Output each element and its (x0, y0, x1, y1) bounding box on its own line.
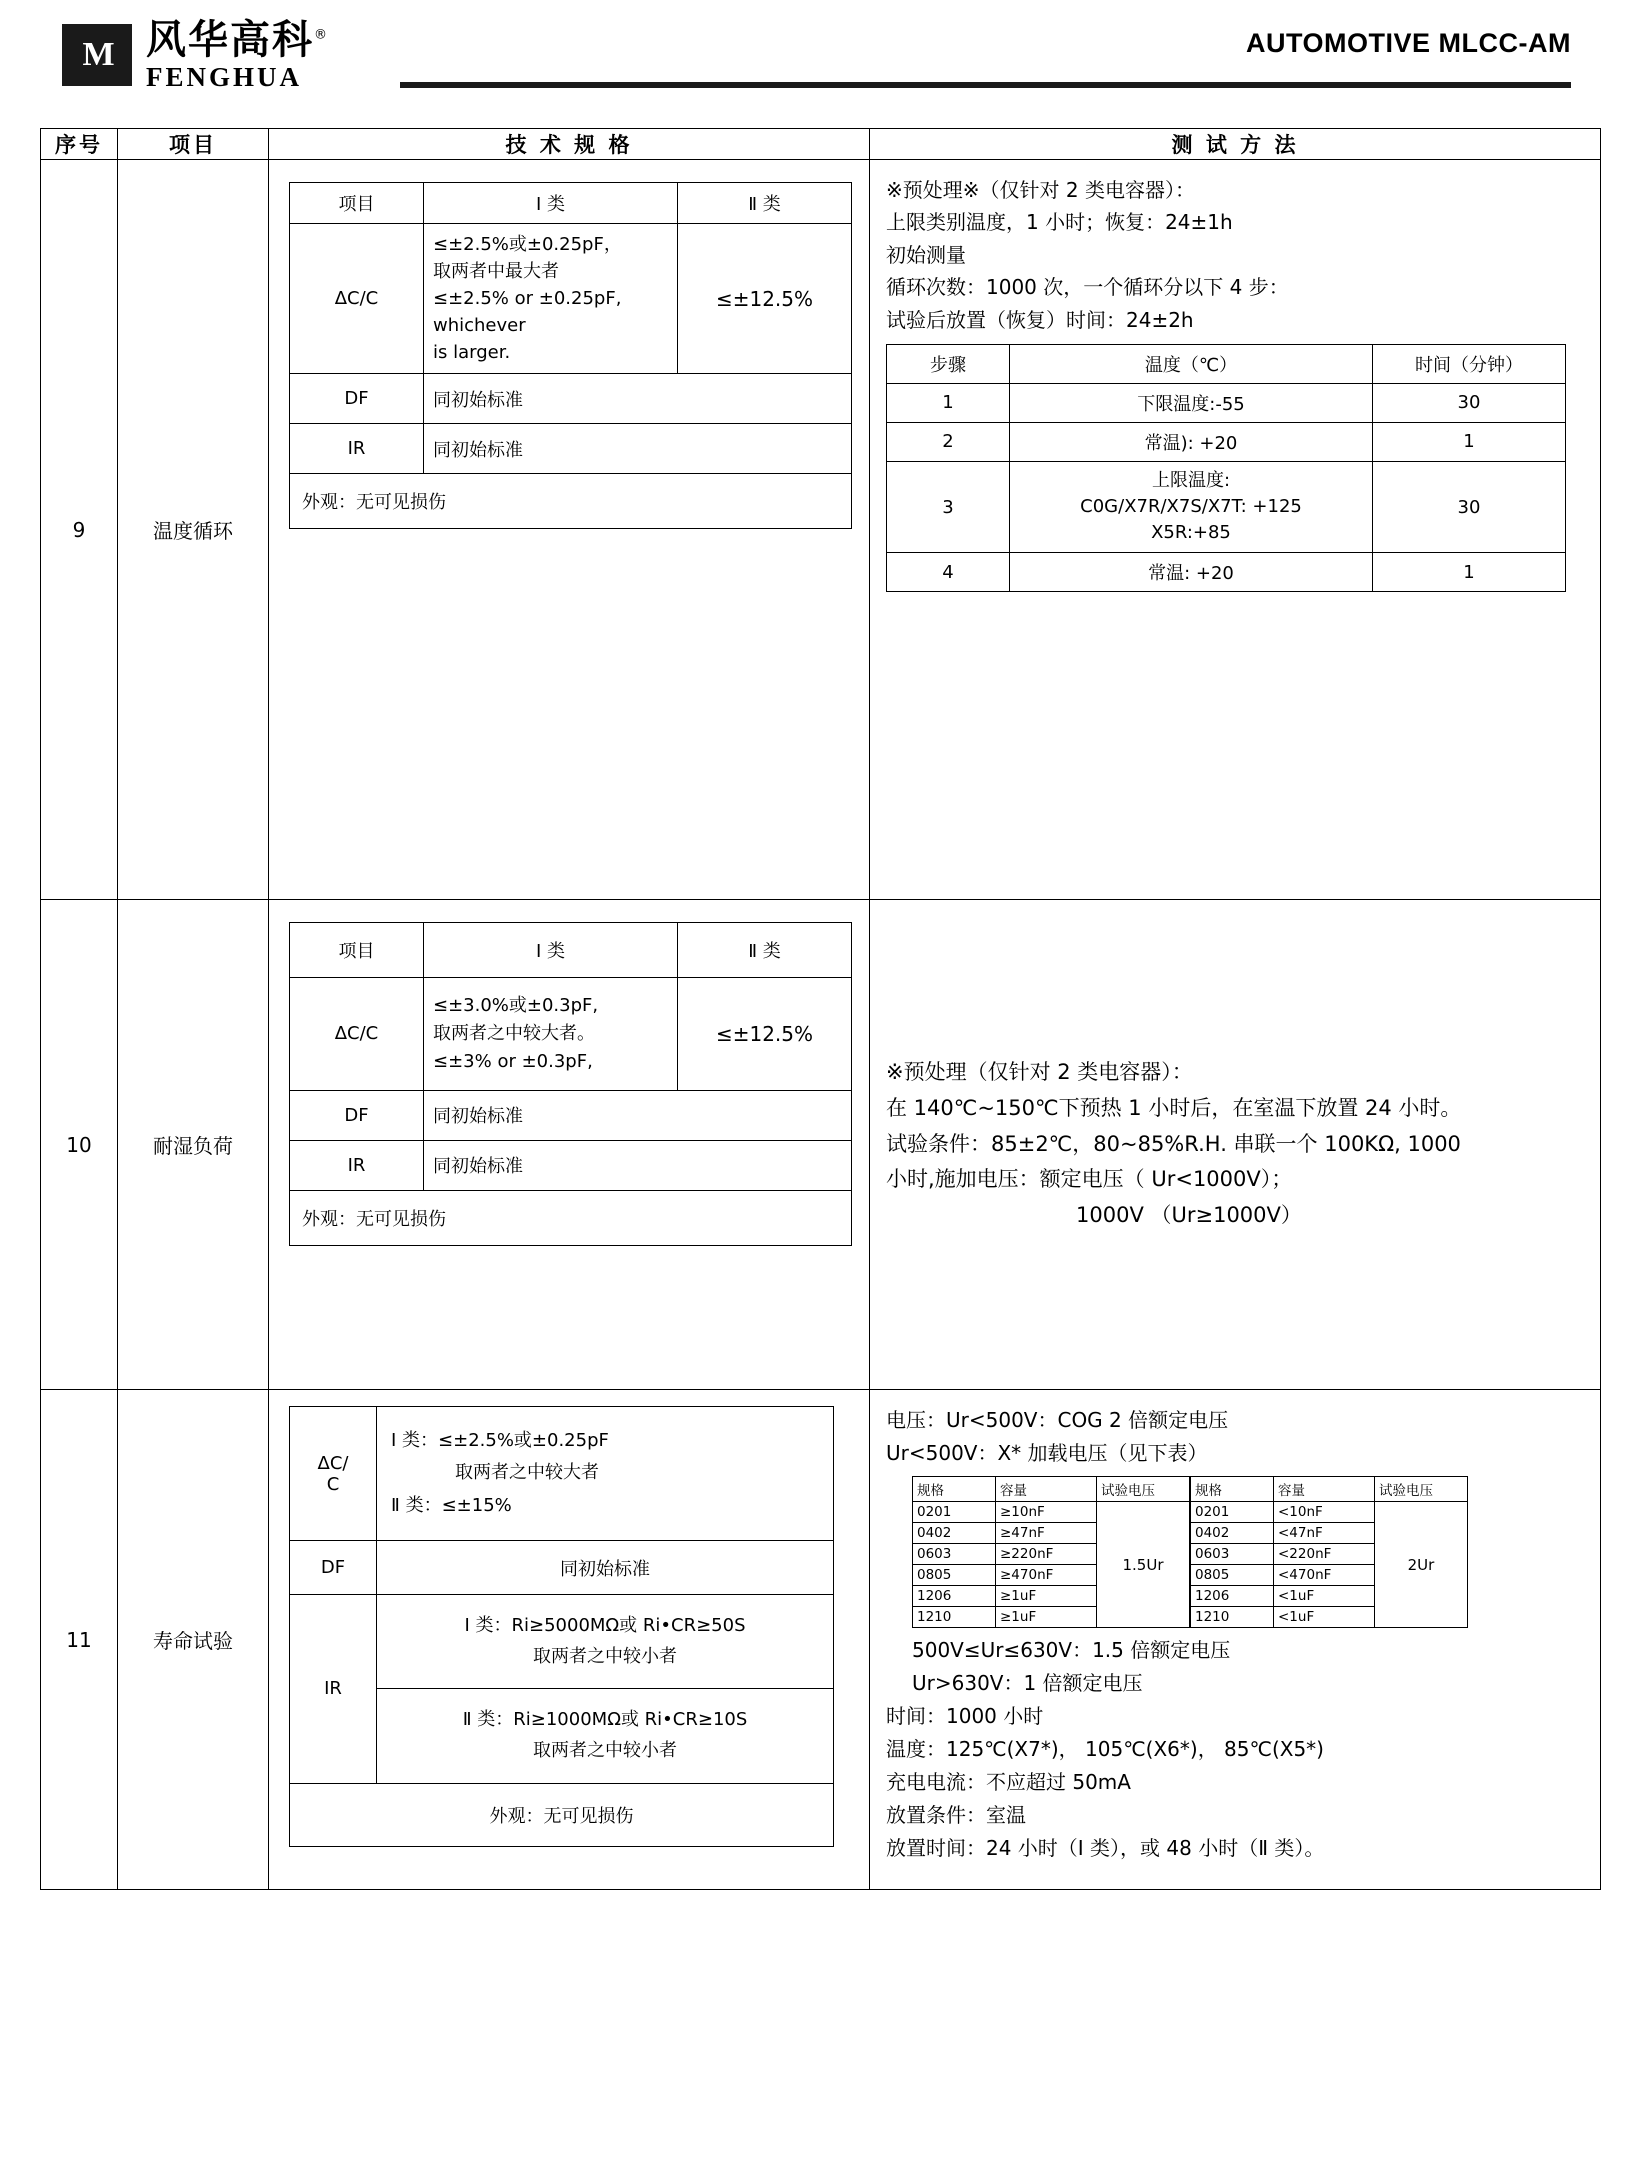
spec-label-ir: IR (290, 424, 424, 474)
logo-mark-letter: M (82, 36, 112, 73)
table-row (1191, 1477, 1468, 1502)
column-header-no: 序号 (41, 129, 118, 160)
volt-size: 0402 (913, 1523, 996, 1544)
volt-cap: <1uF (1274, 1607, 1375, 1628)
header-divider (400, 82, 1571, 88)
spec-row-df (290, 1541, 834, 1595)
row-item-9: 温度循环 (118, 160, 269, 900)
row-method-10 (870, 900, 1601, 1390)
method-9-line-2: 上限类别温度，1 小时；恢复：24±1h (886, 210, 1233, 235)
document-title: AUTOMOTIVE MLCC-AM (1246, 28, 1571, 58)
dcc-line-3: ≤±2.5% or ±0.25pF, (433, 288, 622, 309)
step-temperature (1010, 461, 1373, 552)
volt-cap: ≥47nF (996, 1523, 1097, 1544)
spec-row-df (290, 374, 852, 424)
spec-header-item: 项目 (290, 183, 424, 224)
voltage-table-right (1190, 1476, 1468, 1628)
voltage-table-left (912, 1476, 1190, 1628)
row-method-11 (870, 1390, 1601, 1890)
method-11-line-2: Ur<500V：X* 加载电压（见下表） (886, 1441, 1208, 1465)
step-number: 3 (887, 461, 1010, 552)
volt-size: 1206 (1191, 1586, 1274, 1607)
volt-value: 2Ur (1375, 1502, 1468, 1628)
volt-size: 0402 (1191, 1523, 1274, 1544)
method-9-content (870, 160, 1600, 606)
dcc-line-1: Ⅰ 类：≤±2.5%或±0.25pF (391, 1430, 609, 1451)
method-10-line-5: 1000V （Ur≥1000V） (1076, 1203, 1302, 1228)
spec-value-appearance: 外观：无可见损伤 (290, 1783, 834, 1846)
method-10-line-4: 小时,施加电压：额定电压（ Ur<1000V）； (886, 1167, 1293, 1192)
table-row (913, 1477, 1190, 1502)
spec-header-row (290, 183, 852, 224)
spec-value-dcc-class2: ≤±12.5% (678, 978, 852, 1091)
spec-label-dcc: ΔC/C (290, 978, 424, 1091)
volt-size: 0805 (1191, 1565, 1274, 1586)
method-11-line-7: 充电电流：不应超过 50mA (886, 1770, 1131, 1794)
spec-value-ir-class2 (377, 1689, 834, 1783)
steps-header-step: 步骤 (887, 344, 1010, 383)
test-voltage-tables (912, 1476, 1584, 1628)
step-time: 1 (1373, 422, 1566, 461)
step-time: 30 (1373, 461, 1566, 552)
spec-row-appearance (290, 1190, 852, 1245)
method-11-line-4: Ur>630V：1 倍额定电压 (912, 1671, 1143, 1695)
spec-value-df: 同初始标准 (377, 1541, 834, 1595)
registered-icon: ® (314, 27, 329, 43)
row-item-10: 耐湿负荷 (118, 900, 269, 1390)
ir-class2-line-2: 取两者之中较小者 (533, 1739, 677, 1761)
table-row (1191, 1502, 1468, 1523)
step-temperature: 常温): +20 (1010, 422, 1373, 461)
volt-cap: ≥470nF (996, 1565, 1097, 1586)
steps-header-temp: 温度（℃） (1010, 344, 1373, 383)
spec-value-dcc-class2: ≤±12.5% (678, 224, 852, 374)
spec-table-9 (289, 182, 852, 529)
cycle-steps-table (886, 344, 1566, 592)
spec-row-df (290, 1090, 852, 1140)
volt-cap: ≥220nF (996, 1544, 1097, 1565)
step-time: 1 (1373, 553, 1566, 592)
spec-row-ir (290, 1595, 834, 1689)
dcc-line-2: 取两者中最大者 (433, 261, 559, 282)
spec-value-appearance: 外观：无可见损伤 (290, 1190, 852, 1245)
row-no-10: 10 (41, 900, 118, 1390)
method-9-line-5: 试验后放置（恢复）时间：24±2h (886, 307, 1194, 332)
spec-row-appearance (290, 1783, 834, 1846)
ir-class1-line-2: 取两者之中较小者 (533, 1645, 677, 1667)
volt-header-size: 规格 (913, 1477, 996, 1502)
spec-table-10 (289, 922, 852, 1246)
volt-size: 1206 (913, 1586, 996, 1607)
ir-class1-line-1: Ⅰ 类：Ri≥5000MΩ或 Ri•CR≥50S (464, 1615, 746, 1637)
table-row (887, 553, 1566, 592)
volt-header-cap: 容量 (1274, 1477, 1375, 1502)
step-number: 2 (887, 422, 1010, 461)
step-time: 30 (1373, 383, 1566, 422)
volt-cap: ≥1uF (996, 1586, 1097, 1607)
dcc-label-line-2: C (326, 1473, 340, 1495)
step-temperature: 常温: +20 (1010, 553, 1373, 592)
table-row (913, 1502, 1190, 1523)
row-no-9: 9 (41, 160, 118, 900)
method-11-line-3: 500V≤Ur≤630V：1.5 倍额定电压 (912, 1638, 1231, 1662)
spec-value-df: 同初始标准 (424, 374, 852, 424)
table-row (887, 383, 1566, 422)
spec-label-df: DF (290, 374, 424, 424)
step-number: 1 (887, 383, 1010, 422)
method-9-line-1: ※预处理※（仅针对 2 类电容器）： (886, 178, 1195, 202)
column-header-spec: 技 术 规 格 (269, 129, 870, 160)
spec-value-ir-class1 (377, 1595, 834, 1689)
method-11-content (870, 1390, 1600, 1879)
spec-header-row (290, 923, 852, 978)
volt-cap: ≥1uF (996, 1607, 1097, 1628)
steps-header-row (887, 344, 1566, 383)
method-11-line-8: 放置条件：室温 (886, 1803, 1026, 1827)
spec-label-dcc (290, 1407, 377, 1541)
page-header (40, 0, 1597, 110)
spec-label-df: DF (290, 1090, 424, 1140)
dcc-line-5: is larger. (433, 342, 511, 363)
logo-chinese-name: 风华高科® (146, 16, 329, 63)
spec-row-ir (290, 1140, 852, 1190)
method-10-line-2: 在 140℃~150℃下预热 1 小时后，在室温下放置 24 小时。 (886, 1095, 1462, 1120)
volt-value: 1.5Ur (1097, 1502, 1190, 1628)
method-11-line-6: 温度：125℃(X7*)， 105℃(X6*)， 85℃(X5*) (886, 1737, 1324, 1761)
volt-size: 1210 (1191, 1607, 1274, 1628)
dcc-line-3: Ⅱ 类：≤±15% (391, 1494, 512, 1516)
spec-row-ir (290, 424, 852, 474)
step-temp-line-3: X5R:+85 (1151, 522, 1231, 544)
spec-header-class2: Ⅱ 类 (678, 183, 852, 224)
logo-text (146, 16, 329, 92)
method-11-line-5: 时间：1000 小时 (886, 1704, 1044, 1728)
volt-size: 0805 (913, 1565, 996, 1586)
method-10-content (870, 1041, 1600, 1247)
column-header-item: 项目 (118, 129, 269, 160)
dcc-line-1: ≤±3.0%或±0.3pF, (433, 995, 599, 1016)
volt-cap: <470nF (1274, 1565, 1375, 1586)
volt-cap: <47nF (1274, 1523, 1375, 1544)
ir-class2-line-1: Ⅱ 类：Ri≥1000MΩ或 Ri•CR≥10S (462, 1709, 748, 1731)
volt-header-voltage: 试验电压 (1375, 1477, 1468, 1502)
method-9-line-3: 初始测量 (886, 242, 966, 267)
volt-cap: <1uF (1274, 1586, 1375, 1607)
method-11-line-9: 放置时间：24 小时（Ⅰ 类），或 48 小时（Ⅱ 类）。 (886, 1836, 1325, 1860)
spec-label-df: DF (290, 1541, 377, 1595)
step-temp-line-2: C0G/X7R/X7S/X7T: +125 (1080, 496, 1302, 518)
spec-table-11 (289, 1406, 834, 1847)
volt-header-cap: 容量 (996, 1477, 1097, 1502)
spec-value-dcc (377, 1407, 834, 1541)
spec-label-ir: IR (290, 1140, 424, 1190)
row-no-11: 11 (41, 1390, 118, 1890)
volt-size: 1210 (913, 1607, 996, 1628)
dcc-line-1: ≤±2.5%或±0.25pF， (433, 234, 622, 255)
volt-cap: <220nF (1274, 1544, 1375, 1565)
dcc-line-4: whichever (433, 315, 526, 336)
spec-header-item: 项目 (290, 923, 424, 978)
spec-header-class1: Ⅰ 类 (424, 923, 678, 978)
spec-value-appearance: 外观：无可见损伤 (290, 474, 852, 529)
method-10-line-1: ※预处理（仅针对 2 类电容器）： (886, 1060, 1193, 1085)
spec-value-dcc-class1 (424, 224, 678, 374)
spec-row-appearance (290, 474, 852, 529)
step-number: 4 (887, 553, 1010, 592)
steps-header-time: 时间（分钟） (1373, 344, 1566, 383)
spec-row-dcc (290, 224, 852, 374)
row-spec-11 (269, 1390, 870, 1890)
table-row (887, 461, 1566, 552)
spec-label-ir: IR (290, 1595, 377, 1783)
step-temp-line-1: 上限温度: (1151, 469, 1231, 491)
spec-header-class1: Ⅰ 类 (424, 183, 678, 224)
volt-size: 0201 (1191, 1502, 1274, 1523)
method-9-line-4: 循环次数：1000 次，一个循环分以下 4 步： (886, 275, 1289, 300)
volt-header-size: 规格 (1191, 1477, 1274, 1502)
row-spec-9 (269, 160, 870, 900)
logo-mark-icon (62, 24, 132, 86)
volt-cap: <10nF (1274, 1502, 1375, 1523)
dcc-line-2: 取两者之中较大者 (455, 1462, 599, 1484)
spec-value-ir: 同初始标准 (424, 1140, 852, 1190)
volt-header-voltage: 试验电压 (1097, 1477, 1190, 1502)
dcc-line-3: ≤±3% or ±0.3pF, (433, 1050, 593, 1072)
specification-table (40, 128, 1601, 1890)
spec-header-class2: Ⅱ 类 (678, 923, 852, 978)
logo-english-name: FENGHUA (146, 61, 302, 92)
dcc-line-2: 取两者之中较大者。 (433, 1022, 595, 1044)
row-method-9 (870, 160, 1601, 900)
volt-size: 0603 (913, 1544, 996, 1565)
spec-value-df: 同初始标准 (424, 1090, 852, 1140)
method-11-line-1: 电压：Ur<500V：COG 2 倍额定电压 (886, 1408, 1229, 1432)
step-temperature: 下限温度:-55 (1010, 383, 1373, 422)
table-row (41, 1390, 1601, 1890)
row-item-11: 寿命试验 (118, 1390, 269, 1890)
column-header-method: 测 试 方 法 (870, 129, 1601, 160)
table-row (41, 160, 1601, 900)
spec-row-dcc (290, 1407, 834, 1541)
table-row (887, 422, 1566, 461)
row-spec-10 (269, 900, 870, 1390)
spec-row-dcc (290, 978, 852, 1091)
dcc-label-line-1: ΔC/ (317, 1452, 349, 1474)
spec-label-dcc: ΔC/C (290, 224, 424, 374)
table-row (41, 900, 1601, 1390)
volt-size: 0603 (1191, 1544, 1274, 1565)
volt-size: 0201 (913, 1502, 996, 1523)
volt-cap: ≥10nF (996, 1502, 1097, 1523)
table-header-row (41, 129, 1601, 160)
spec-value-dcc-class1 (424, 978, 678, 1091)
company-logo (62, 16, 329, 92)
spec-value-ir: 同初始标准 (424, 424, 852, 474)
method-10-line-3: 试验条件：85±2℃，80~85%R.H. 串联一个 100KΩ, 1000 (886, 1131, 1461, 1156)
